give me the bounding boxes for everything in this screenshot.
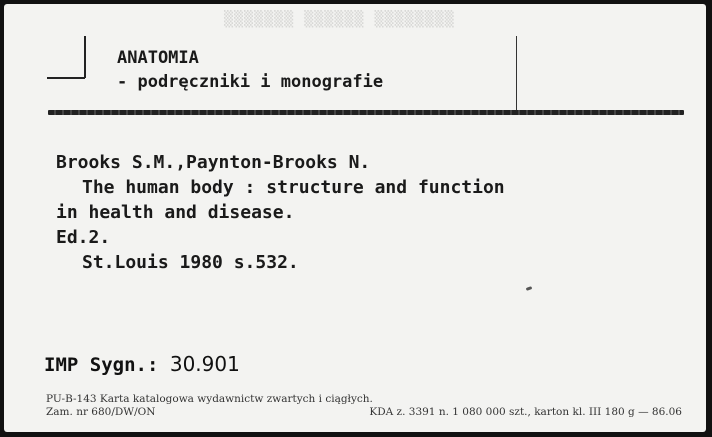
- catalog-card: [4, 4, 706, 432]
- footer-order-number: Zam. nr 680/DW/ON: [46, 406, 156, 418]
- header-left-horizontal-rule: [47, 77, 85, 79]
- call-number-value: 30.901: [169, 352, 240, 376]
- entry-authors: Brooks S.M.,Paynton-Brooks N.: [56, 152, 371, 173]
- header-separator-rule: [48, 110, 684, 115]
- footer-print-info: KDA z. 3391 n. 1 080 000 szt., karton kl. III 180 g — 86.06: [369, 406, 682, 418]
- subject-heading: ANATOMIA: [117, 48, 199, 68]
- footer-line1: PU-B-143 Karta katalogowa wydawnictw zwartych i ciągłych.: [46, 393, 373, 405]
- call-number: [44, 352, 240, 376]
- entry-title-line2: in health and disease.: [56, 202, 295, 223]
- entry-imprint: St.Louis 1980 s.532.: [82, 252, 299, 273]
- bleed-through-marks: ▒▒▒▒▒▒▒ ▒▒▒▒▒▒ ▒▒▒▒▒▒▒▒: [224, 10, 455, 28]
- header-left-vertical-rule: [84, 36, 86, 78]
- bibliographic-entry: [56, 150, 505, 275]
- entry-title-line1: The human body : structure and function: [82, 177, 505, 198]
- card-footer: [46, 393, 682, 419]
- ink-speck: [526, 286, 533, 291]
- call-number-prefix: IMP Sygn.:: [44, 354, 159, 376]
- header-right-vertical-rule: [516, 36, 517, 112]
- entry-edition: Ed.2.: [56, 227, 111, 248]
- subject-subheading: - podręczniki i monografie: [117, 72, 384, 92]
